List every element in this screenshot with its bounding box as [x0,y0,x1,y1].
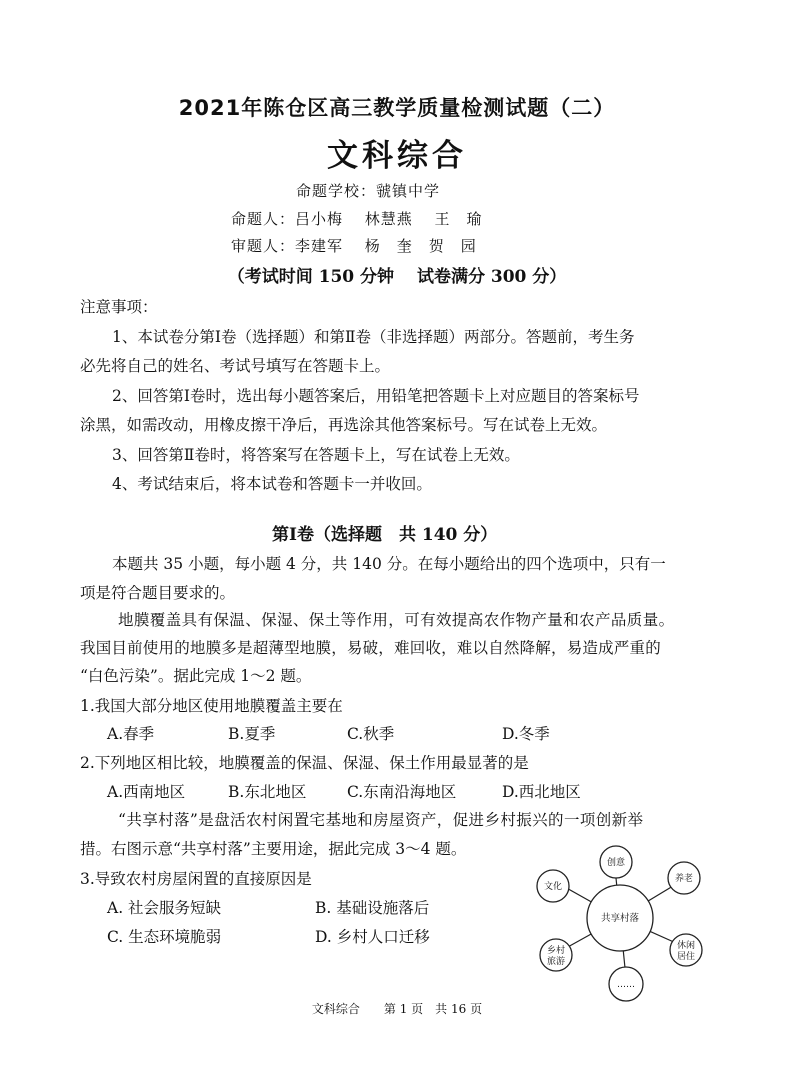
section-heading: 第Ⅰ卷（选择题 共 140 分） [272,525,498,545]
notice-item-2b: 涂黑，如需改动，用橡皮擦干净后，再选涂其他答案标号。写在试卷上无效。 [80,416,608,434]
passage1-line1: 地膜覆盖具有保温、保湿、保土等作用，可有效提高农作物产量和农产品质量。 [118,611,675,629]
question-1-option-a: A.春季 [107,725,155,743]
question-2-option-a: A.西南地区 [107,783,186,801]
question-1-option-d: D.冬季 [502,725,550,743]
question-3-stem: 3.导致农村房屋闲置的直接原因是 [80,870,312,888]
school-line: 命题学校：虢镇中学 [296,182,441,200]
diagram-node-label-4a: 乡村 [546,946,566,956]
exam-time-info: （考试时间 150 分钟 试卷满分 300 分） [227,267,567,287]
question-2-option-d: D.西北地区 [502,783,581,801]
notice-item-1b: 必先将自己的姓名、考试号填写在答题卡上。 [80,357,391,375]
question-3-option-b: B. 基础设施落后 [315,899,430,917]
reviewers-line: 审题人：李建军 杨 奎 贺 园 [231,237,477,255]
exam-title: 2021年陈仓区高三教学质量检测试题（二） [178,96,616,120]
passage2-line1: “共享村落”是盘活农村闲置宅基地和房屋资产，促进乡村振兴的一项创新举 [118,811,644,829]
question-1-option-b: B.夏季 [228,725,276,743]
notice-item-2a: 2、回答第Ⅰ卷时，选出每小题答案后，用铅笔把答题卡上对应题目的答案标号 [112,387,640,405]
diagram-node-label-3: …… [617,980,635,990]
diagram-node-label-5: 文化 [543,882,563,892]
question-1-option-c: C.秋季 [347,725,395,743]
section-intro-b: 项是符合题目要求的。 [80,584,236,602]
subject-title: 文科综合 [327,138,467,174]
question-3-option-a: A. 社会服务短缺 [107,899,222,917]
notice-heading: 注意事项： [80,298,158,316]
question-3-option-d: D. 乡村人口迁移 [315,928,430,946]
diagram-node-label-2a: 休闲 [676,941,696,951]
diagram-node-label-0: 创意 [606,858,626,868]
notice-item-4: 4、考试结束后，将本试卷和答题卡一并收回。 [112,475,432,493]
question-3-option-c: C. 生态环境脆弱 [107,928,222,946]
authors-line: 命题人：吕小梅 林慧燕 王 瑜 [231,210,483,228]
section-intro-a: 本题共 35 小题，每小题 4 分，共 140 分。在每小题给出的四个选项中，只有一 [112,555,666,573]
notice-item-1a: 1、本试卷分第Ⅰ卷（选择题）和第Ⅱ卷（非选择题）两部分。答题前，考生务 [112,328,635,346]
question-2-stem: 2.下列地区相比较，地膜覆盖的保温、保湿、保土作用最显著的是 [80,754,529,772]
diagram-node-label-2b: 居住 [676,952,696,962]
diagram-node-label-1: 养老 [674,874,694,884]
diagram-center-label: 共享村落 [600,913,640,924]
shared-village-diagram [528,838,718,1008]
passage2-line2: 措。右图示意“共享村落”主要用途，据此完成 3～4 题。 [80,840,467,858]
notice-item-3: 3、回答第Ⅱ卷时，将答案写在答题卡上，写在试卷上无效。 [112,446,520,464]
page-footer: 文科综合 第 1 页 共 16 页 [311,1002,483,1016]
passage1-line2: 我国目前使用的地膜多是超薄型地膜，易破，难回收，难以自然降解，易造成严重的 [80,639,661,657]
question-2-option-c: C.东南沿海地区 [347,783,457,801]
passage1-line3: “白色污染”。据此完成 1～2 题。 [80,667,312,685]
question-1-stem: 1.我国大部分地区使用地膜覆盖主要在 [80,697,343,715]
diagram-node-label-4b: 旅游 [546,957,566,967]
question-2-option-b: B.东北地区 [228,783,307,801]
